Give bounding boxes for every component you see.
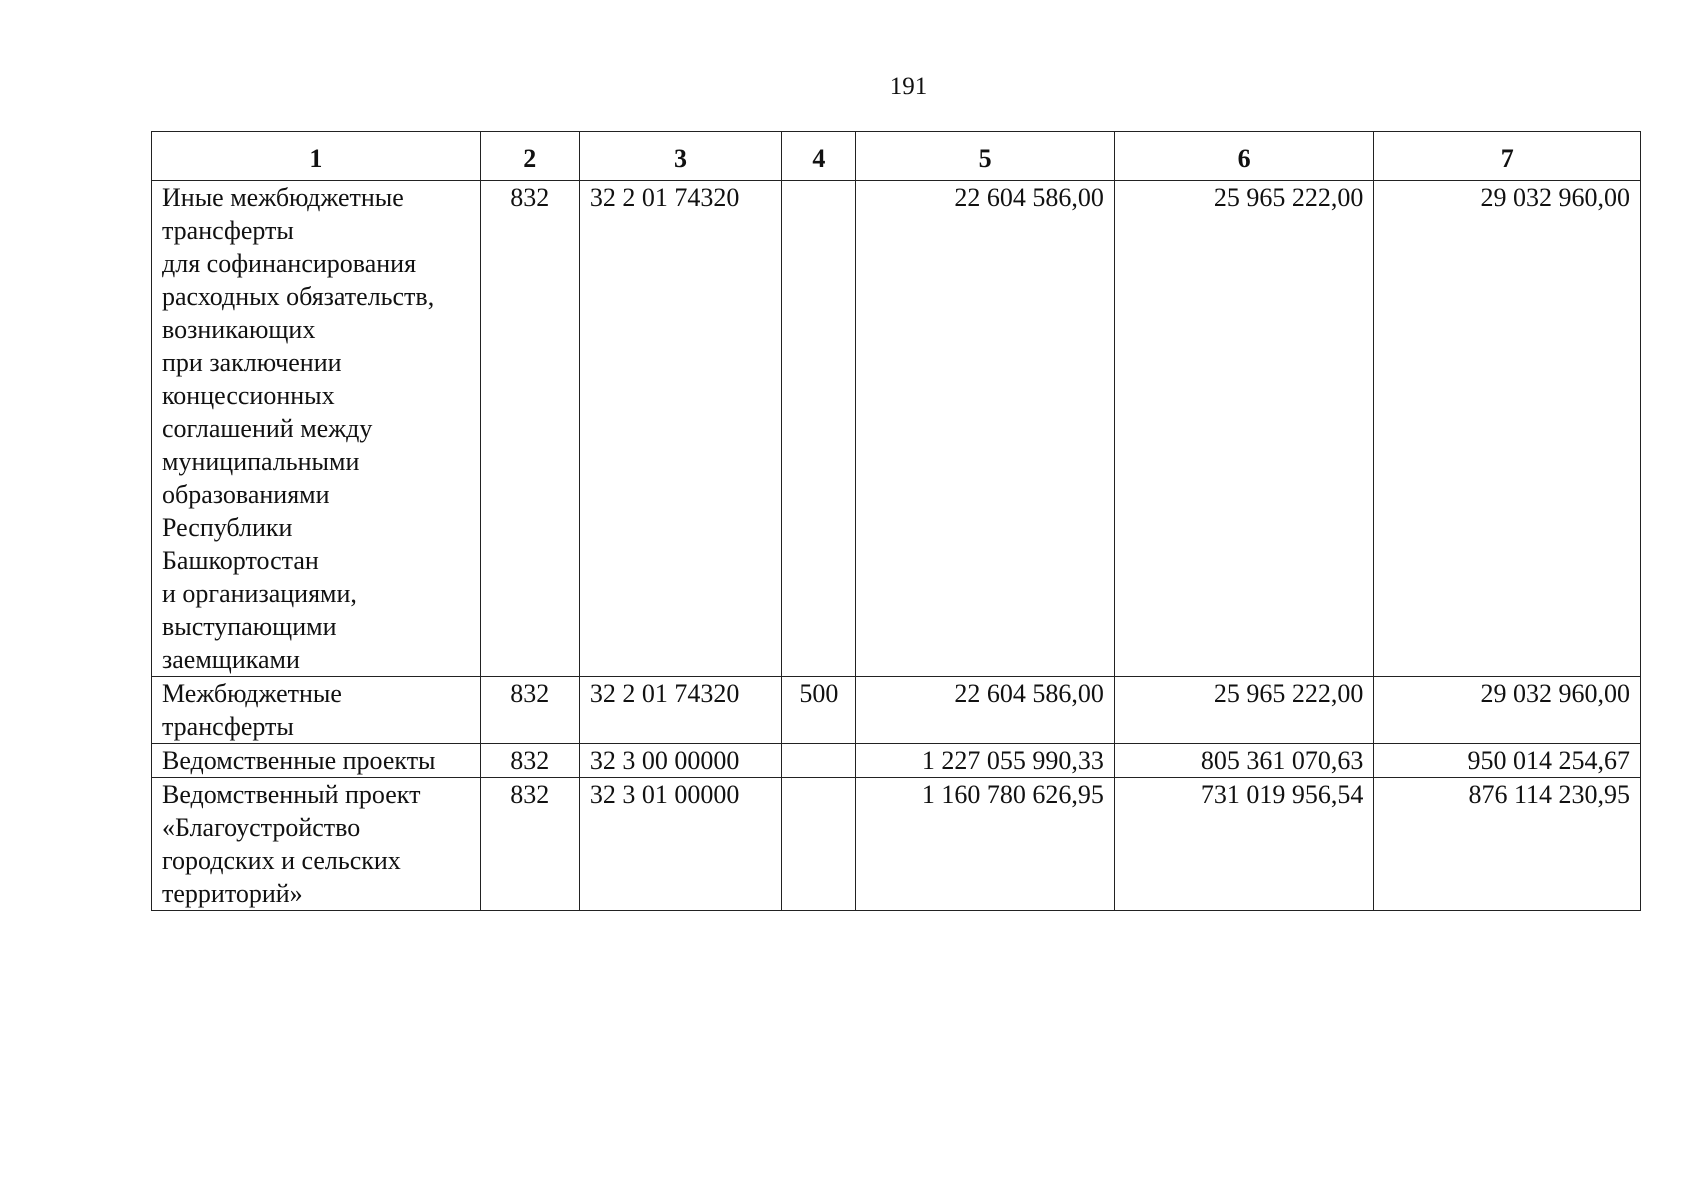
header-col-6: 6 [1114, 132, 1374, 181]
cell-col-6: 25 965 222,00 [1114, 181, 1374, 677]
cell-col-6: 805 361 070,63 [1114, 744, 1374, 778]
cell-col-4: 500 [782, 677, 856, 744]
header-col-1: 1 [152, 132, 481, 181]
row-name: Ведомственный проект «Благоустройство городских и сельских территорий» [152, 778, 481, 911]
cell-col-3: 32 2 01 74320 [579, 677, 781, 744]
table-row [152, 778, 1641, 911]
table-row [152, 744, 1641, 778]
header-col-2: 2 [480, 132, 579, 181]
cell-col-4 [782, 778, 856, 911]
table-row [152, 677, 1641, 744]
cell-col-4 [782, 181, 856, 677]
cell-col-5: 22 604 586,00 [856, 677, 1115, 744]
cell-col-5: 1 227 055 990,33 [856, 744, 1115, 778]
cell-col-2: 832 [480, 744, 579, 778]
header-col-3: 3 [579, 132, 781, 181]
cell-col-2: 832 [480, 677, 579, 744]
cell-col-2: 832 [480, 778, 579, 911]
cell-col-6: 731 019 956,54 [1114, 778, 1374, 911]
header-col-5: 5 [856, 132, 1115, 181]
cell-col-7: 29 032 960,00 [1374, 677, 1641, 744]
budget-table [151, 131, 1641, 911]
header-col-7: 7 [1374, 132, 1641, 181]
row-name: Межбюджетные трансферты [152, 677, 481, 744]
row-name: Иные межбюджетные трансферты для софинансирования расходных обязательств, возникающих при заключении концессионных соглашений между муниципальными образованиями Республики Башкортостан и организациями, выступающими заемщиками [152, 181, 481, 677]
cell-col-6: 25 965 222,00 [1114, 677, 1374, 744]
cell-col-5: 22 604 586,00 [856, 181, 1115, 677]
page-number: 191 [889, 73, 928, 100]
cell-col-3: 32 2 01 74320 [579, 181, 781, 677]
table-row [152, 181, 1641, 677]
cell-col-2: 832 [480, 181, 579, 677]
cell-col-7: 876 114 230,95 [1374, 778, 1641, 911]
cell-col-5: 1 160 780 626,95 [856, 778, 1115, 911]
header-row [152, 132, 1641, 181]
cell-col-3: 32 3 01 00000 [579, 778, 781, 911]
cell-col-3: 32 3 00 00000 [579, 744, 781, 778]
cell-col-4 [782, 744, 856, 778]
row-name: Ведомственные проекты [152, 744, 481, 778]
cell-col-7: 29 032 960,00 [1374, 181, 1641, 677]
header-col-4: 4 [782, 132, 856, 181]
cell-col-7: 950 014 254,67 [1374, 744, 1641, 778]
